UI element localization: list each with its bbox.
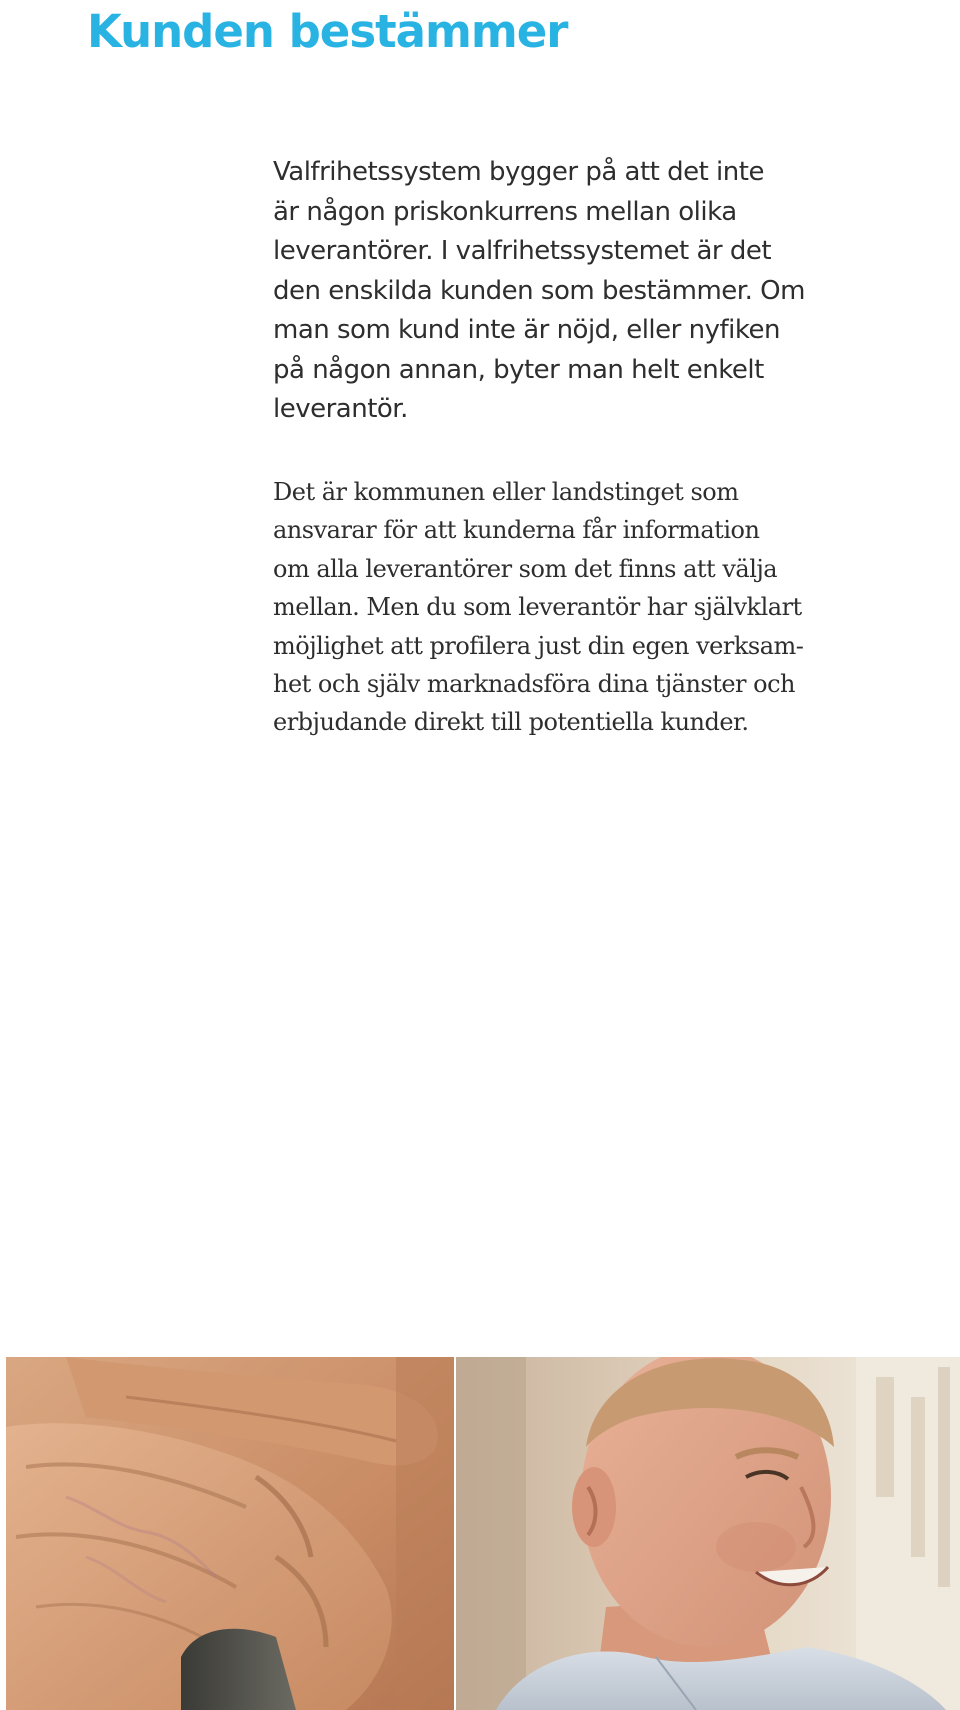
lead-line: är någon priskonkurrens mellan olika [273, 196, 737, 227]
lead-line: den enskilda kunden som bestämmer. Om [273, 275, 805, 306]
lead-paragraph [273, 153, 873, 430]
elderly-hands-illustration [6, 1357, 454, 1710]
body-line: het och själv marknadsföra dina tjänster och [273, 670, 796, 699]
lead-line: leverantörer. I valfrihetssystemet är det [273, 236, 772, 266]
body-line: Det är kommunen eller landstinget som [273, 478, 739, 506]
photo-elderly-hands [6, 1357, 454, 1710]
photo-smiling-man [456, 1357, 960, 1710]
body-line: erbjudande direkt till potentiella kunder. [273, 708, 749, 737]
lead-line: på någon annan, byter man helt enkelt [273, 354, 764, 385]
body-line: om alla leverantörer som det finns att välja [273, 554, 778, 583]
body-line: mellan. Men du som leverantör har självklart [273, 593, 802, 622]
body-line: ansvarar för att kunderna får information [273, 516, 760, 545]
smiling-man-illustration [456, 1357, 960, 1710]
body-line: möjlighet att profilera just din egen verksam- [273, 631, 804, 660]
page-title: Kunden bestämmer [87, 5, 568, 58]
body-paragraph [273, 473, 893, 742]
lead-line: man som kund inte är nöjd, eller nyfiken [273, 315, 780, 345]
lead-line: leverantör. [273, 394, 408, 424]
lead-line: Valfrihetssystem bygger på att det inte [273, 157, 764, 187]
